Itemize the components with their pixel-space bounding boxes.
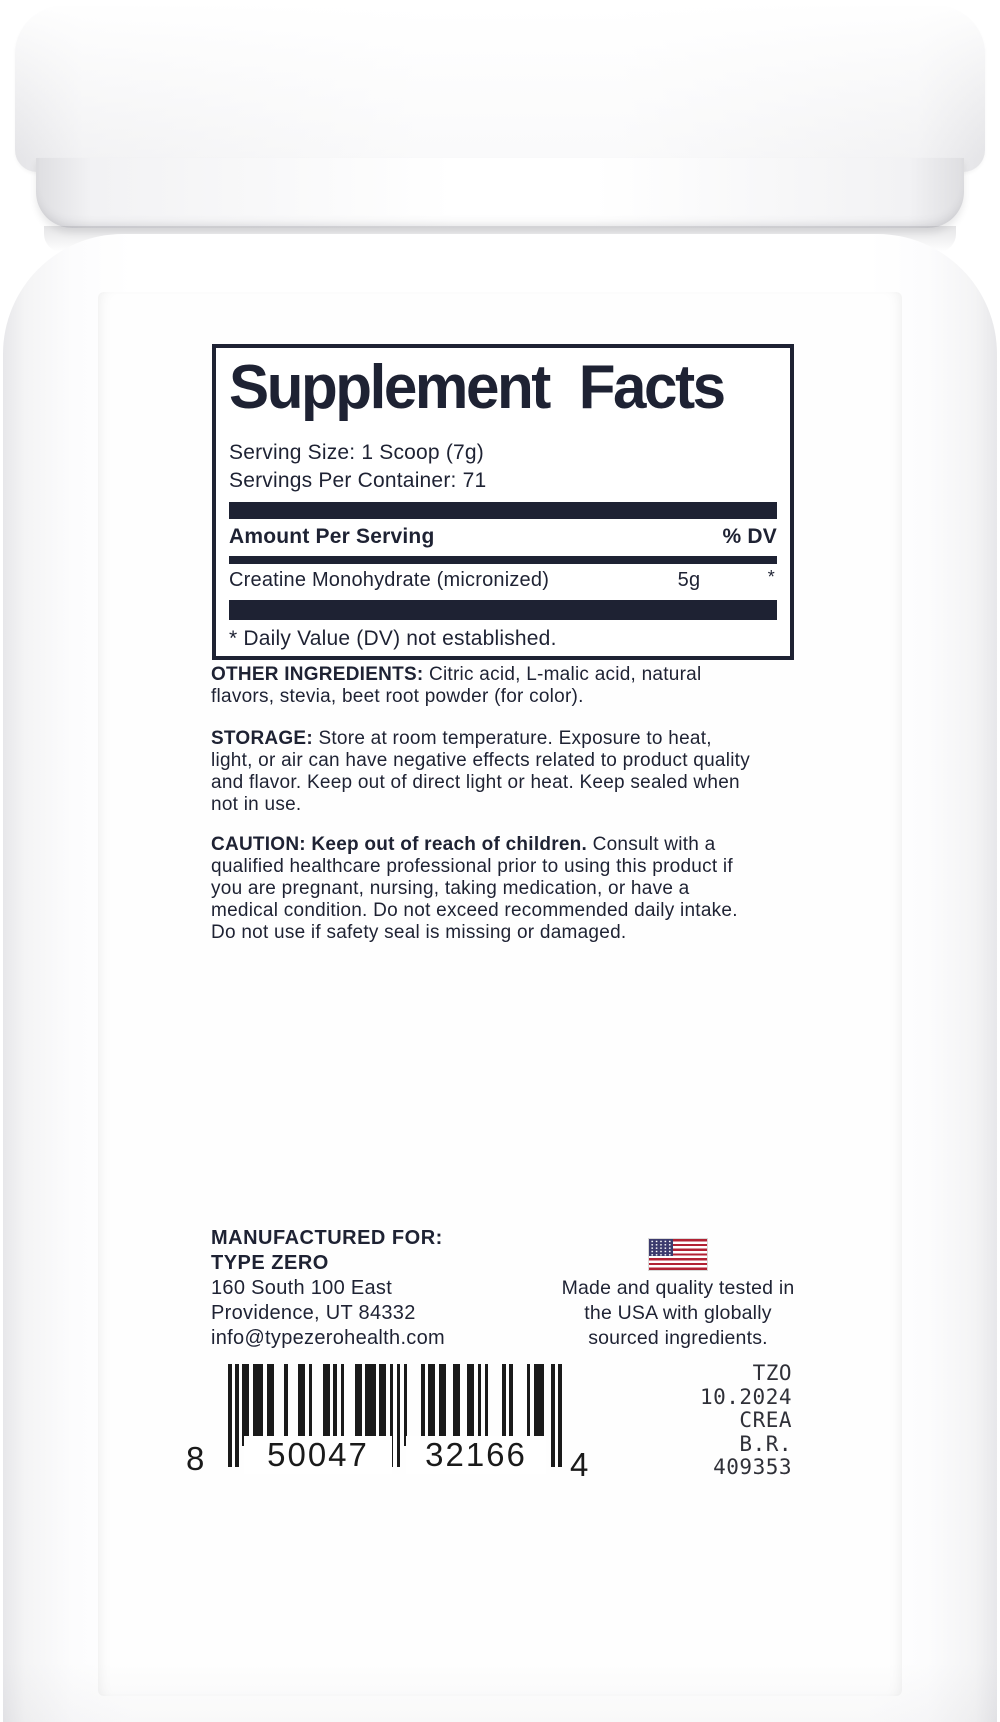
lot-line: B.R. [739,1431,792,1456]
nutrient-name: Creatine Monohydrate (micronized) [229,569,550,591]
us-flag-canton [649,1239,673,1256]
barcode-bar [365,1364,376,1446]
serving-size: Serving Size: 1 Scoop (7g) [229,441,484,464]
barcode-bar [421,1364,425,1446]
barcode-bar [333,1364,337,1446]
servings-per-container: Servings Per Container: 71 [229,469,487,492]
barcode-bar [341,1364,345,1446]
barcode-digits-group1: 50047 [244,1436,392,1474]
barcode-bar [323,1364,330,1446]
barcode-bar [428,1364,435,1446]
nutrient-amount: 5g [677,569,701,591]
barcode-bar [355,1364,362,1446]
jar-bottom-shade [3,1662,997,1722]
barcode-digit-right: 4 [570,1446,589,1483]
barcode-bar [298,1364,305,1446]
barcode-bar [509,1364,513,1446]
barcode-bar [228,1364,232,1467]
contact-email: info@typezerohealth.com [211,1327,445,1349]
lot-line: 409353 [713,1455,792,1479]
barcode-bar [397,1364,401,1467]
made-in-usa-text: Made and quality tested in the USA with globally sourced ingredients. [561,1277,795,1349]
other-ingredients-label: OTHER INGREDIENTS: [211,664,424,685]
barcode-bar [485,1364,489,1446]
divider-thin-bar [229,556,777,564]
barcode-bar [478,1364,482,1446]
barcode-digits-group2: 32166 [406,1436,546,1474]
manufacturer-block [211,1226,531,1351]
caution-text: Consult with a qualified healthcare professional prior to using this product if you are pregnant, nursing, taking medication, or have a medical condition. Do not exceed recommended daily intake. Do not use if safety seal is missing or damaged. [211,834,738,943]
barcode-bar [558,1364,562,1467]
storage-text: Store at room temperature. Exposure to heat, light, or air can have negative effects related to product quality and flavor. Keep out of direct light or heat. Keep sealed when not in use. [211,728,750,815]
barcode-bar [534,1364,545,1446]
barcode-bar [467,1364,474,1446]
barcode-bar [284,1364,288,1446]
brand-name: TYPE ZERO [211,1252,329,1274]
amount-per-serving-row [229,525,777,549]
barcode-bar [551,1364,555,1467]
divider-thick-bar [229,502,777,519]
barcode-bar [502,1364,506,1446]
barcode-bar [453,1364,460,1446]
barcode-digit-left: 8 [186,1440,205,1477]
supplement-facts-panel [212,344,794,660]
barcode-bar [253,1364,264,1446]
barcode-bar [379,1364,386,1446]
caution-label: CAUTION: Keep out of reach of children. [211,834,588,855]
lot-line: CREA [739,1408,792,1432]
caution-paragraph [211,834,751,944]
us-flag-icon [649,1239,707,1270]
jar-cap [15,6,985,172]
barcode-bar [527,1364,531,1446]
divider-thick-bar-bottom [229,600,777,620]
lot-line: 10.2024 [699,1384,792,1409]
storage-label: STORAGE: [211,728,313,749]
manufactured-for-label: MANUFACTURED FOR: [211,1227,443,1249]
dv-footnote: * Daily Value (DV) not established. [229,627,557,650]
barcode-bar [404,1364,408,1446]
barcode-bar [439,1364,446,1446]
percent-dv-header: % DV [722,525,777,548]
lot-code-block [620,1362,792,1480]
barcode-bar [267,1364,274,1446]
barcode [228,1364,562,1473]
amount-per-serving-label: Amount Per Serving [229,525,435,548]
barcode-bar [235,1364,239,1467]
nutrient-row-creatine [229,569,777,595]
lot-line: TZO [752,1361,792,1385]
other-ingredients-paragraph [211,664,755,708]
supplement-facts-title: Supplement Facts [229,353,724,422]
barcode-bar [309,1364,313,1446]
address-line-1: 160 South 100 East [211,1277,393,1299]
other-ingredients-text: Citric acid, L-malic acid, natural flavors, stevia, beet root powder (for color). [211,664,702,707]
nutrient-dv: * [767,567,775,587]
jar-cap-lip [36,158,964,228]
storage-paragraph [211,728,755,816]
address-line-2: Providence, UT 84332 [211,1302,416,1324]
barcode-bar [242,1364,249,1446]
